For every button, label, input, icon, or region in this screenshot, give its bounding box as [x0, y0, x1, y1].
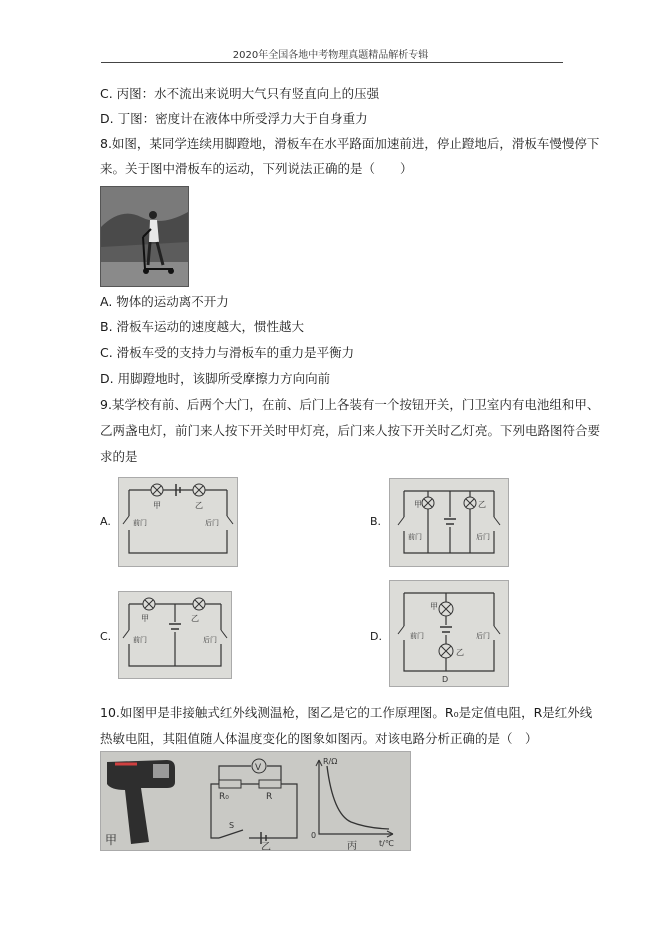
q9d-front-label: 前门 — [410, 632, 424, 640]
q9b-back-label: 后门 — [476, 533, 490, 541]
q9-label-d: D. — [370, 630, 382, 643]
q9-label-b: B. — [370, 515, 382, 528]
q10-switch-label: S — [229, 821, 235, 830]
q10-stem-line2: 热敏电阻，其阻值随人体温度变化的图象如图丙。对该电路分析正确的是（ ） — [100, 731, 538, 746]
q8-skateboard-photo — [100, 186, 189, 287]
page-header: 2020年全国各地中考物理真题精品解析专辑 — [232, 50, 429, 61]
q8-option-d: D. 用脚蹬地时，该脚所受摩擦力方向向前 — [100, 371, 331, 386]
q9-stem-line1: 9.某学校有前、后两个大门，在前、后门上各装有一个按钮开关，门卫室内有电池组和甲、 — [100, 397, 600, 412]
q9b-lamp1-label: 甲 — [414, 500, 422, 509]
q9c-lamp2-label: 乙 — [191, 614, 199, 623]
q9-circuit-a — [118, 477, 238, 567]
q10-meter-label: V — [255, 763, 262, 773]
q9c-lamp1-label: 甲 — [141, 614, 149, 623]
q10-graph-yaxis: R/Ω — [323, 757, 338, 766]
q9c-front-label: 前门 — [133, 636, 147, 644]
q10-fig-label-1: 甲 — [105, 833, 118, 847]
q9a-lamp1-label: 甲 — [153, 501, 161, 510]
q9a-front-label: 前门 — [133, 519, 147, 527]
q9a-lamp2-label: 乙 — [195, 501, 203, 510]
q8-stem-line1: 8.如图，某同学连续用脚蹬地，滑板车在水平路面加速前进，停止蹬地后，滑板车慢慢停下 — [100, 136, 600, 151]
q8-stem-line2: 来。关于图中滑板车的运动，下列说法正确的是（ ） — [100, 161, 413, 176]
q10-fig-label-2: 乙 — [261, 842, 271, 850]
q10-fig-label-3: 丙 — [347, 841, 357, 850]
q9d-lamp2-label: 乙 — [456, 648, 464, 657]
q9d-node-label: D — [442, 675, 449, 684]
q9-stem-line3: 求的是 — [100, 449, 138, 464]
q10-stem-line1: 10.如图甲是非接触式红外线测温枪，图乙是它的工作原理图。R₀是定值电阻，R是红外线 — [100, 705, 593, 720]
q10-figure — [100, 751, 411, 851]
q9-stem-line2: 乙两盏电灯，前门来人按下开关时甲灯亮，后门来人按下开关时乙灯亮。下列电路图符合要 — [100, 423, 601, 438]
q9b-lamp2-label: 乙 — [478, 500, 486, 509]
q9-label-a: A. — [100, 515, 111, 528]
q9a-back-label: 后门 — [205, 519, 219, 527]
q7-option-c: C. 丙图：水不流出来说明大气只有竖直向上的压强 — [100, 86, 380, 101]
q9-circuit-c — [118, 591, 232, 679]
q7-option-d: D. 丁图：密度计在液体中所受浮力大于自身重力 — [100, 111, 368, 126]
q9b-front-label: 前门 — [408, 533, 422, 541]
thermometer-gun-icon — [107, 760, 175, 844]
q10-r-label: R — [266, 792, 273, 802]
q10-r0-label: R₀ — [219, 792, 229, 802]
q8-option-a: A. 物体的运动离不开力 — [100, 294, 229, 309]
q9d-lamp1-label: 甲 — [430, 602, 438, 611]
q9-circuit-b — [389, 478, 509, 567]
q9-circuit-d — [389, 580, 509, 687]
q10-graph-xaxis: t/℃ — [379, 839, 394, 848]
q9c-back-label: 后门 — [203, 636, 217, 644]
q8-option-c: C. 滑板车受的支持力与滑板车的重力是平衡力 — [100, 345, 355, 360]
q10-graph-origin: 0 — [311, 831, 317, 840]
header-rule — [101, 62, 563, 63]
q9d-back-label: 后门 — [476, 632, 490, 640]
q8-option-b: B. 滑板车运动的速度越大，惯性越大 — [100, 319, 305, 334]
q9-label-c: C. — [100, 630, 112, 643]
